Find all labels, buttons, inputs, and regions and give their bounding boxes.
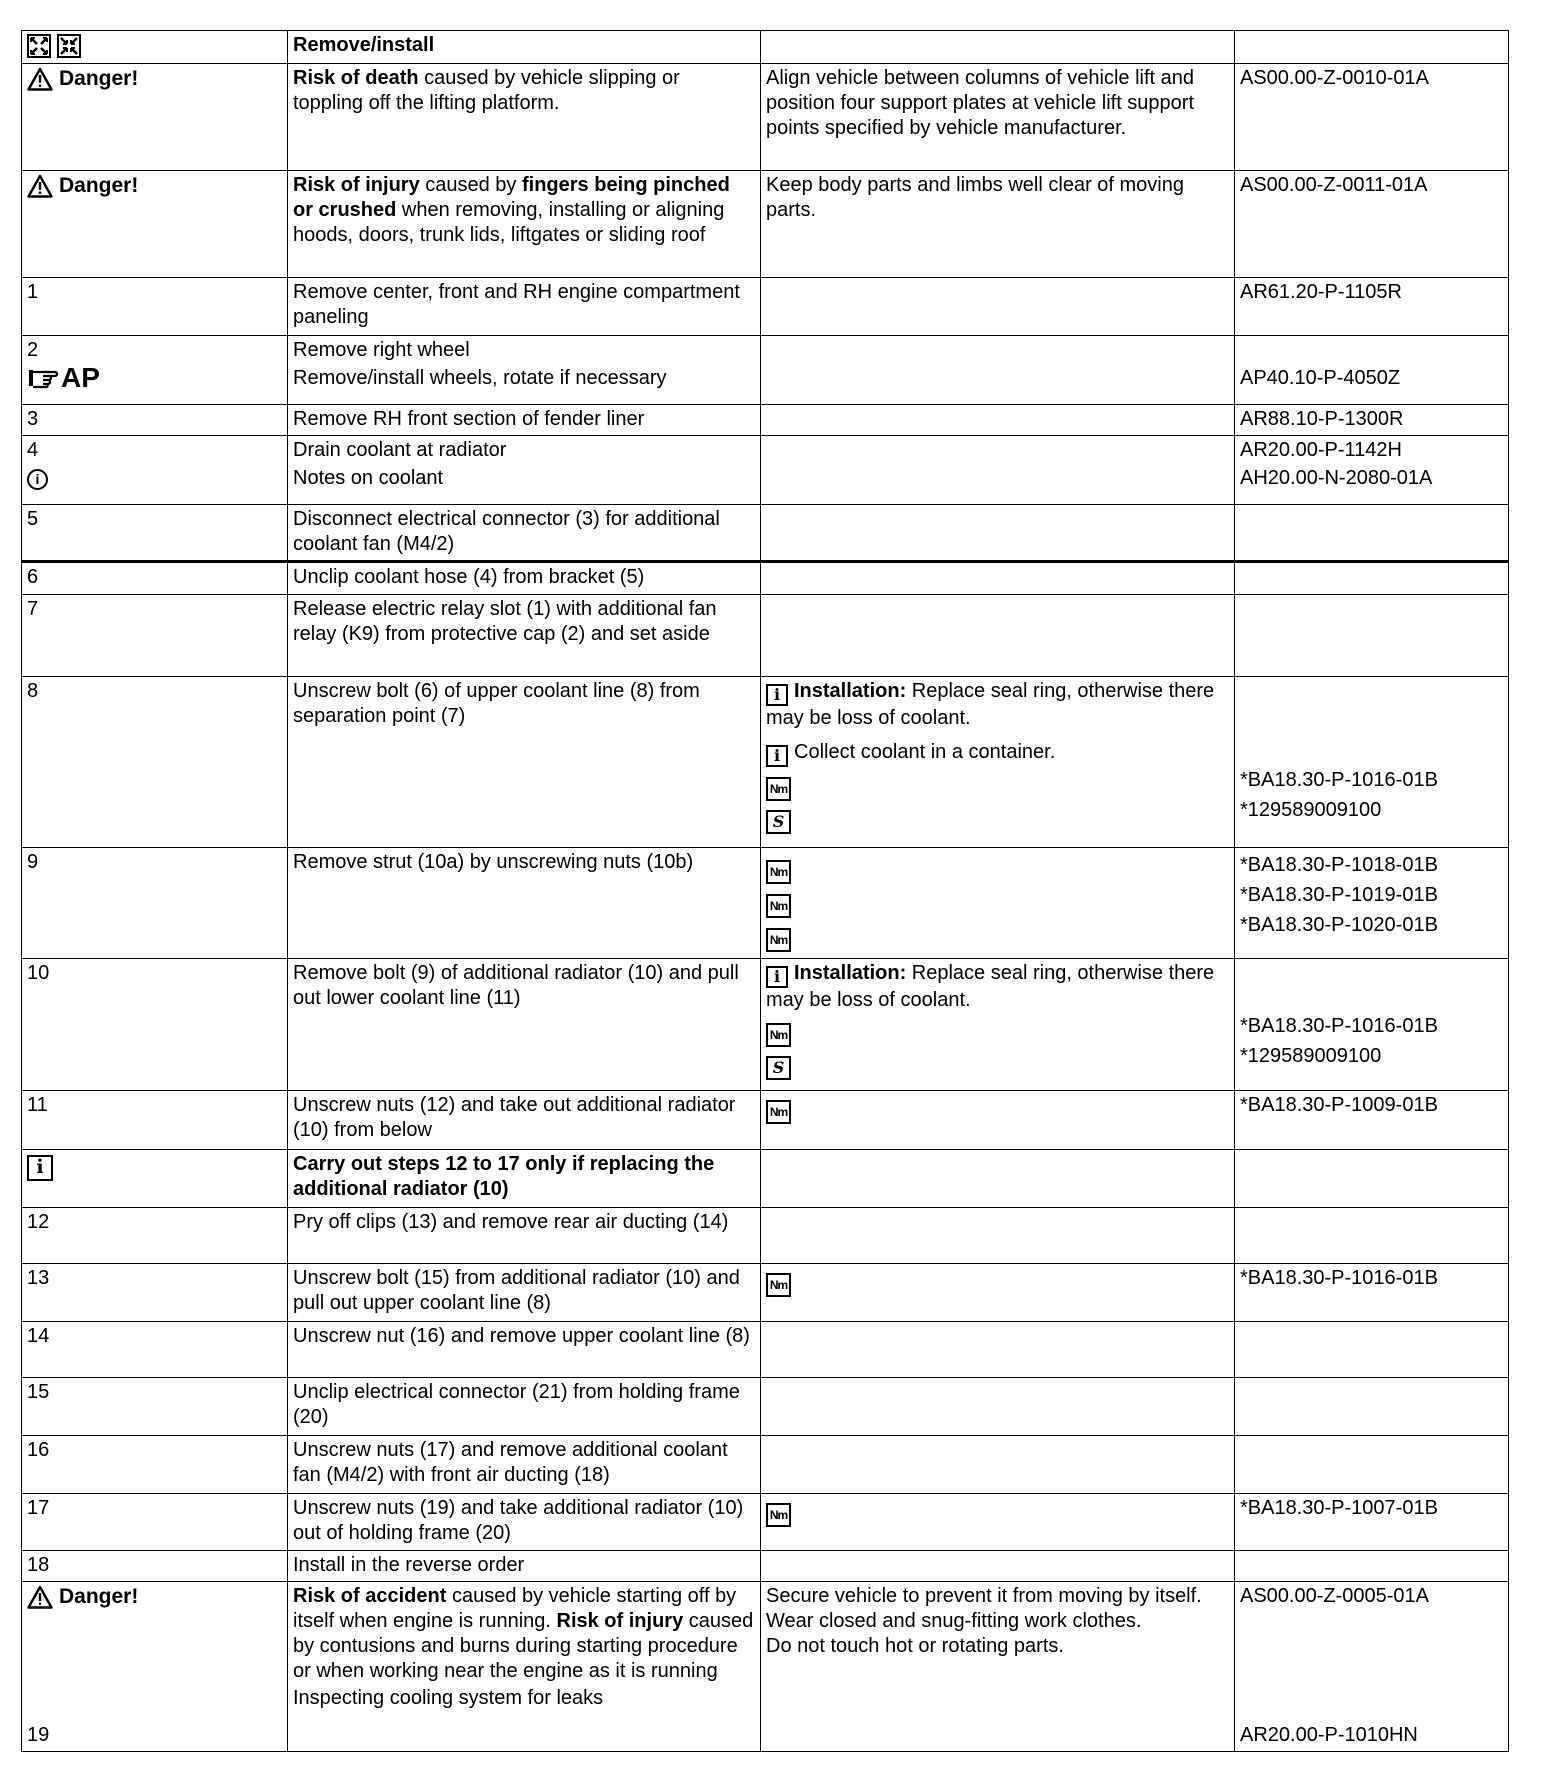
step-row [22, 1494, 1509, 1551]
step-row [22, 436, 1509, 505]
step-number: 14 [22, 1322, 288, 1378]
step-number: 18 [22, 1551, 288, 1582]
torque-ref: *BA18.30-P-1007-01B [1235, 1494, 1509, 1551]
info-icon: i [766, 966, 788, 988]
circled-note-icon: i [27, 469, 48, 490]
step-text: Release electric relay slot (1) with additional fan relay (K9) from protective cap (2) and set aside [288, 595, 761, 677]
step-row [22, 848, 1509, 959]
step-number: 12 [22, 1208, 288, 1264]
step-number: 16 [22, 1436, 288, 1494]
step-text: Unscrew nuts (19) and take additional radiator (10) out of holding frame (20) [288, 1494, 761, 1551]
torque-ref: *BA18.30-P-1009-01B [1235, 1091, 1509, 1150]
step-row [22, 405, 1509, 436]
step-row [22, 595, 1509, 677]
step-text: Pry off clips (13) and remove rear air ducting (14) [288, 1208, 761, 1264]
info-text: Carry out steps 12 to 17 only if replacing the additional radiator (10) [288, 1150, 761, 1208]
remedy-text: Wear closed and snug-fitting work clothes. [766, 1610, 1142, 1632]
tool-ref: *129589009100 [1240, 799, 1382, 821]
remedy-text: Do not touch hot or rotating parts. [766, 1635, 1064, 1657]
step-number: 8 [22, 677, 288, 848]
doc-ref: AR88.10-P-1300R [1235, 405, 1509, 436]
procedure-table [21, 30, 1509, 1752]
step-row [22, 677, 1509, 848]
step-row [22, 1378, 1509, 1436]
torque-ref: *BA18.30-P-1019-01B [1240, 884, 1438, 906]
step-subtext: Notes on coolant [293, 467, 444, 489]
step-text: Unclip electrical connector (21) from holding frame (20) [288, 1378, 761, 1436]
step-text: Unscrew bolt (6) of upper coolant line (8) from separation point (7) [288, 677, 761, 848]
torque-ref: *BA18.30-P-1018-01B [1240, 854, 1438, 876]
torque-ref: *BA18.30-P-1016-01B [1235, 1264, 1509, 1322]
step-number: 3 [22, 405, 288, 436]
step-number: 13 [22, 1264, 288, 1322]
remove-icon [27, 34, 51, 58]
step-number: 1 [22, 278, 288, 336]
doc-ref: AS00.00-Z-0005-01A [1240, 1585, 1430, 1607]
danger-row [22, 1582, 1509, 1752]
torque-nm-icon: Nm [766, 777, 791, 801]
header-row [22, 31, 1509, 64]
doc-ref: AP40.10-P-4050Z [1240, 367, 1401, 389]
install-icon [57, 34, 81, 58]
info-note: i Collect coolant in a container. [766, 737, 1229, 767]
step-row [22, 1551, 1509, 1582]
torque-nm-icon: Nm [766, 860, 791, 884]
torque-nm-icon: Nm [766, 894, 791, 918]
risk-emphasis: Risk of injury [556, 1610, 684, 1632]
tool-ref: *129589009100 [1240, 1045, 1382, 1067]
step-text: Unclip coolant hose (4) from bracket (5) [288, 562, 761, 595]
risk-text: caused by contusions and burns during starting procedure or when working near the engine as it is running [293, 1610, 754, 1682]
danger-label: Danger! [59, 174, 139, 197]
step-number: 7 [22, 595, 288, 677]
ap-label: AP [61, 362, 100, 393]
step-number: 17 [22, 1494, 288, 1551]
step-row [22, 959, 1509, 1091]
step-number: 15 [22, 1378, 288, 1436]
danger-badge [27, 66, 138, 91]
doc-ref: AS00.00-Z-0010-01A [1240, 67, 1430, 89]
step-text: Disconnect electrical connector (3) for additional coolant fan (M4/2) [288, 505, 761, 562]
step-text: Remove RH front section of fender liner [288, 405, 761, 436]
ap-reference [27, 363, 100, 393]
step-row [22, 278, 1509, 336]
warning-triangle-icon [27, 1585, 53, 1609]
step-row [22, 562, 1509, 595]
step-row [22, 1208, 1509, 1264]
remedy-text: Keep body parts and limbs well clear of moving parts. [766, 174, 1184, 221]
step-text: Remove strut (10a) by unscrewing nuts (10b) [288, 848, 761, 959]
step-row [22, 505, 1509, 562]
doc-ref: AR20.00-P-1142H [1240, 439, 1402, 461]
install-note: i Installation: Replace seal ring, otherwise there may be loss of coolant. [766, 680, 1215, 729]
doc-ref: AS00.00-Z-0011-01A [1240, 174, 1428, 196]
risk-text: caused by vehicle starting off by itself when engine is running. [293, 1585, 737, 1632]
risk-text: caused by vehicle slipping or toppling off the lifting platform. [293, 67, 680, 114]
danger-label: Danger! [59, 67, 139, 90]
step-subtext: Remove/install wheels, rotate if necessary [293, 367, 667, 389]
step-text: Unscrew nuts (17) and remove additional coolant fan (M4/2) with front air ducting (18) [288, 1436, 761, 1494]
step-row [22, 1322, 1509, 1378]
special-tool-icon: S [766, 810, 791, 834]
step-text: Remove right wheel [293, 339, 470, 361]
risk-title: Risk of death [293, 67, 419, 89]
warning-triangle-icon [27, 67, 53, 91]
step-row [22, 1091, 1509, 1150]
info-row [22, 1150, 1509, 1208]
step-text: Unscrew bolt (15) from additional radiator (10) and pull out upper coolant line (8) [288, 1264, 761, 1322]
torque-nm-icon: Nm [766, 1023, 791, 1047]
step-text: Drain coolant at radiator [293, 439, 507, 461]
torque-ref: *BA18.30-P-1016-01B [1240, 769, 1438, 791]
step-number: 10 [22, 959, 288, 1091]
step-number: 4 [27, 439, 39, 461]
doc-ref: AH20.00-N-2080-01A [1240, 467, 1433, 489]
risk-emphasis: fingers being pinched or crushed [293, 174, 730, 221]
pointing-hand-icon [27, 367, 61, 389]
step-number: 11 [22, 1091, 288, 1150]
torque-ref: *BA18.30-P-1020-01B [1240, 914, 1438, 936]
danger-badge [27, 1584, 138, 1609]
step-number: 6 [22, 562, 288, 595]
torque-nm-icon: Nm [766, 1503, 791, 1527]
danger-row [22, 64, 1509, 171]
danger-badge [27, 173, 138, 198]
danger-label: Danger! [59, 1585, 139, 1608]
step-text: Unscrew nuts (12) and take out additional radiator (10) from below [288, 1091, 761, 1150]
risk-title: Risk of accident [293, 1585, 447, 1607]
torque-nm-icon: Nm [766, 1273, 791, 1297]
info-icon: i [766, 745, 788, 767]
special-tool-icon: S [766, 1056, 791, 1080]
risk-title: Risk of injury [293, 174, 420, 196]
risk-text: caused by [419, 174, 522, 196]
doc-ref: AR61.20-P-1105R [1235, 278, 1509, 336]
step-text: Install in the reverse order [288, 1551, 761, 1582]
step-text: Remove center, front and RH engine compartment paneling [288, 278, 761, 336]
step-text: Unscrew nut (16) and remove upper coolant line (8) [288, 1322, 761, 1378]
info-icon: i [27, 1155, 53, 1181]
step-number: 5 [22, 505, 288, 562]
install-note: i Installation: Replace seal ring, otherwise there may be loss of coolant. [766, 962, 1215, 1011]
risk-text: when removing, installing or aligning hoods, doors, trunk lids, liftgates or sliding roof [293, 199, 725, 246]
remedy-text: Align vehicle between columns of vehicle lift and position four support plates at vehicle lift support points specified by vehicle manufacturer. [766, 67, 1195, 139]
doc-ref: AR20.00-P-1010HN [1240, 1724, 1418, 1746]
step-text: Inspecting cooling system for leaks [293, 1687, 604, 1709]
torque-nm-icon: Nm [766, 928, 791, 952]
step-row [22, 1264, 1509, 1322]
warning-triangle-icon [27, 174, 53, 198]
step-number: 9 [22, 848, 288, 959]
step-text: Remove bolt (9) of additional radiator (10) and pull out lower coolant line (11) [288, 959, 761, 1091]
info-icon: i [766, 684, 788, 706]
step-number: 19 [27, 1724, 50, 1746]
header-label: Remove/install [293, 34, 435, 56]
remedy-text: Secure vehicle to prevent it from moving by itself. [766, 1585, 1202, 1607]
torque-ref: *BA18.30-P-1016-01B [1240, 1015, 1438, 1037]
step-row [22, 1436, 1509, 1494]
torque-nm-icon: Nm [766, 1100, 791, 1124]
danger-row [22, 171, 1509, 278]
step-row [22, 336, 1509, 405]
step-number: 2 [27, 339, 39, 361]
